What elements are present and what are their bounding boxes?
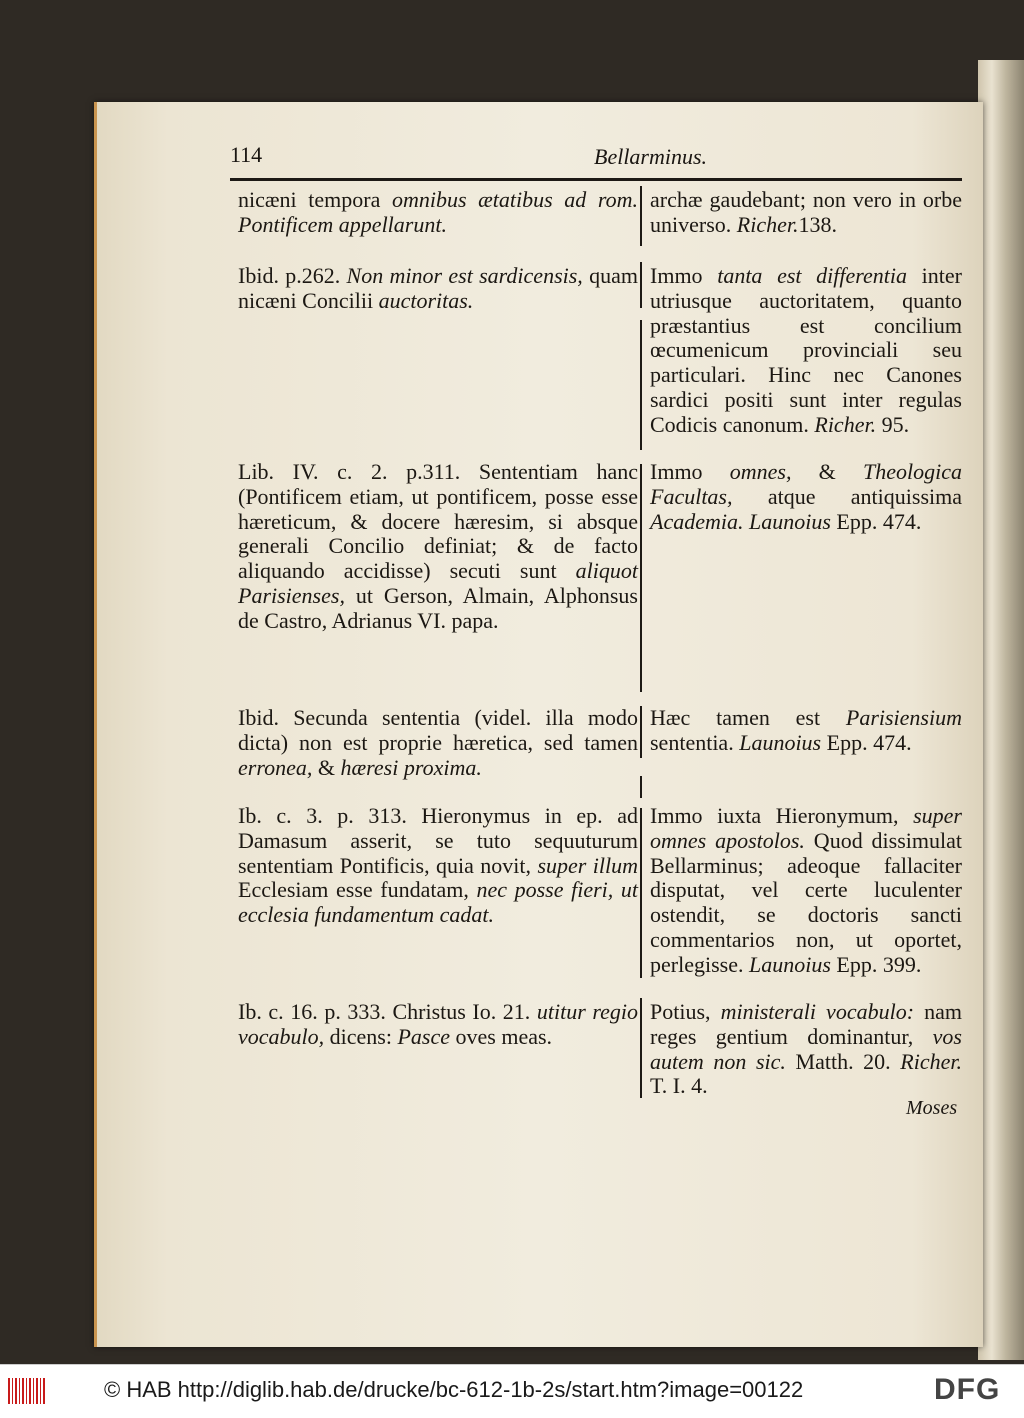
entry-left-1: nicæni tempora omnibus ætatibus ad rom. Pontificem appellarunt. — [238, 187, 638, 237]
book-spine-edge — [978, 60, 1024, 1360]
italic-run: super illum — [537, 852, 638, 878]
footer-bar — [0, 1364, 1024, 1418]
entry-left-3: Lib. IV. c. 2. p.311. Sententiam hanc (Pontificem etiam, ut pontificem, posse esse hæreticum, & docere hæresim, si absque generali Concilio definiat; & de facto aliquando accidisse) secuti sunt aliquot Parisienses, ut Gerson, Almain, Alphonsus de Castro, Adrianus VI. papa. — [238, 459, 638, 633]
italic-run: Pasce — [397, 1023, 451, 1049]
entry-right-2: Immo tanta est differentia inter utriusque auctoritatem, quanto præstantius est concilium œcumenicum provinciali seu particulari. Hinc nec Canones sardici positi sunt inter regulas Codicis canonum. Richer. 95. — [650, 263, 962, 437]
italic-run: Academia. Launoius — [650, 508, 831, 534]
italic-run: omnibus ætatibus ad rom. Pontificem appellarunt. — [238, 187, 638, 237]
italic-run: Non minor est sardicensis, — [346, 263, 583, 288]
italic-run: Richer. — [814, 411, 877, 437]
page-number: 114 — [230, 142, 263, 167]
italic-run: auctoritas. — [378, 287, 474, 313]
column-divider — [640, 186, 642, 246]
italic-run: Theologica Facultas, — [650, 459, 962, 509]
italic-run: Richer. — [900, 1048, 962, 1074]
italic-run: Launoius — [748, 951, 831, 977]
entry-left-5: Ib. c. 3. p. 313. Hieronymus in ep. ad Damasum asserit, se tuto sequuturum sententiam Pontificis, quia novit, super illum Ecclesiam esse fundatam, nec posse fieri, ut ecclesia fundamentum cadat. — [238, 803, 638, 928]
italic-run: ministerali vocabulo: — [720, 999, 915, 1024]
italic-run: vos autem non sic. — [650, 1023, 962, 1074]
entry-right-6: Potius, ministerali vocabulo: nam reges gentium dominantur, vos autem non sic. Matth. 20. Richer. T. I. 4. — [650, 999, 962, 1099]
entry-right-5: Immo iuxta Hieronymum, super omnes apostolos. Quod dissimulat Bellarminus; adeoque fallaciter disputat, vel certe luculenter ostendit, se doctoris sancti commentarios non, ut oportet, perlegisse. Launoius Epp. 399. — [650, 803, 963, 977]
header-rule — [230, 178, 962, 181]
italic-run: tanta est differentia — [717, 263, 908, 288]
column-divider — [640, 464, 642, 692]
italic-run: Parisiensium — [845, 705, 962, 730]
italic-run: Richer. — [736, 211, 799, 237]
italic-run: utitur regio vocabulo, — [238, 999, 638, 1049]
catchword: Moses — [906, 1097, 958, 1119]
entry-left-4: Ibid. Secunda sententia (videl. illa modo dicta) non est proprie hæretica, sed tamen erronea, & hæresi proxima. — [238, 705, 638, 780]
column-divider — [640, 706, 642, 758]
copyright-link[interactable]: © HAB http://diglib.hab.de/drucke/bc-612-1b-2s/start.htm?image=00122 — [104, 1377, 804, 1402]
entry-right-1: archæ gaudebant; non vero in orbe universo. Richer.138. — [650, 187, 962, 237]
running-title: Bellarminus. — [594, 144, 708, 169]
entry-right-3: Immo omnes, & Theologica Facultas, atque antiquissima Academia. Launoius Epp. 474. — [650, 459, 962, 534]
italic-run: aliquot Parisienses, — [238, 558, 638, 608]
italic-run: nec posse fieri, ut ecclesia fundamentum cadat. — [238, 877, 638, 928]
italic-run: super omnes apostolos. — [650, 803, 962, 853]
column-divider — [640, 808, 642, 978]
entry-left-2: Ibid. p.262. Non minor est sardicensis, quam nicæni Concilii auctoritas. — [238, 263, 638, 313]
barcode-icon — [8, 1378, 46, 1404]
italic-run: hæresi proxima. — [340, 754, 482, 780]
column-divider — [640, 776, 642, 798]
column-divider — [640, 998, 642, 1098]
entry-right-4: Hæc tamen est Parisiensium sententia. Launoius Epp. 474. — [650, 705, 962, 755]
dfg-logo: DFG — [934, 1373, 1001, 1406]
italic-run: erronea, — [238, 754, 313, 780]
column-divider — [640, 262, 642, 308]
column-divider — [640, 320, 642, 450]
entry-left-6: Ib. c. 16. p. 333. Christus Io. 21. utitur regio vocabulo, dicens: Pasce oves meas. — [238, 999, 638, 1049]
italic-run: omnes, — [729, 459, 792, 484]
italic-run: Launoius — [739, 729, 822, 755]
